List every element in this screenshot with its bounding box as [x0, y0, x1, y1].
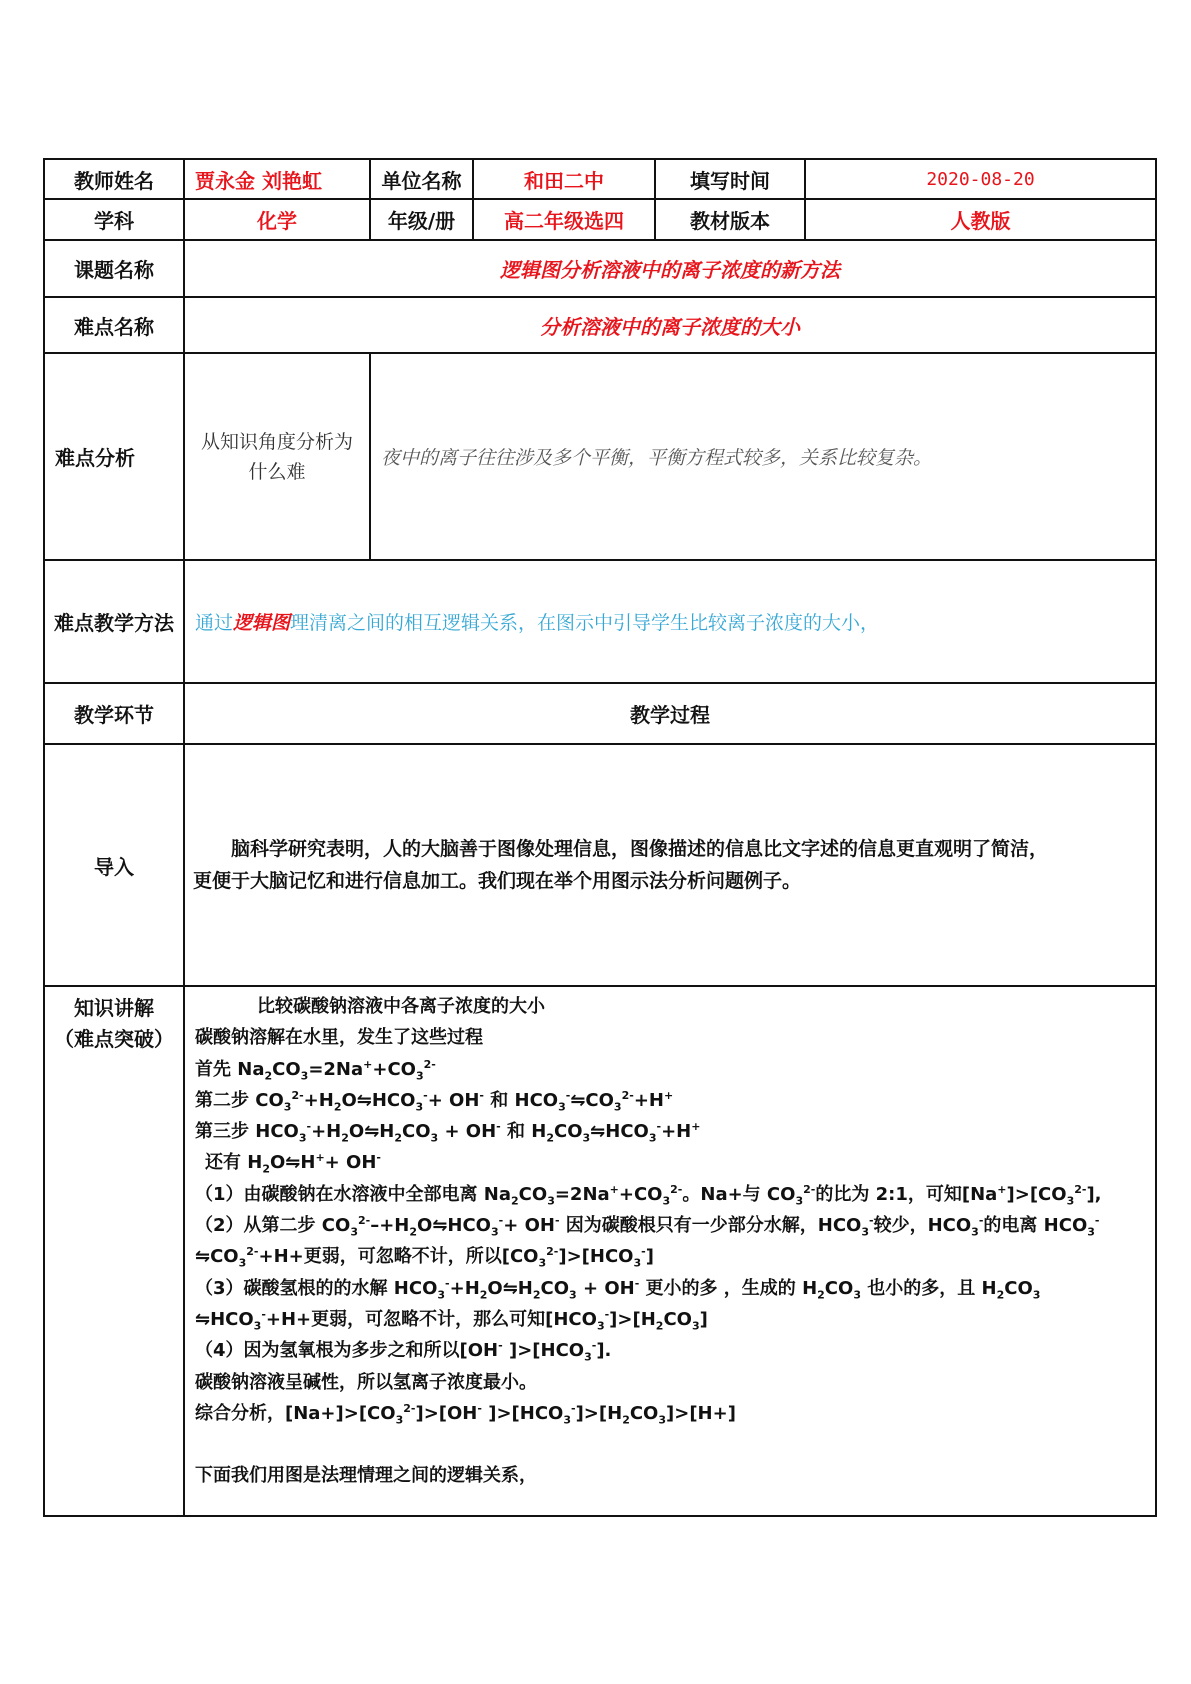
topic-value: 逻辑图分析溶液中的离子浓度的新方法 — [184, 240, 1156, 297]
date-label: 填写时间 — [655, 159, 805, 199]
knowledge-line-5: 第三步 $HCO_3^-+H_2O⇋H_2CO_3 + OH^-$ 和 $H_2CO_3⇋HCO_3^-+H^+$ — [195, 1120, 701, 1145]
topic-row — [44, 240, 1156, 297]
knowledge-line-12: （4）因为氢氧根为多步之和所以[OH- ]$>[HCO_3^-]$. — [195, 1339, 612, 1364]
intro-text — [184, 744, 1156, 986]
grade-label: 年级/册 — [370, 199, 473, 240]
grade-value: 高二年级选四 — [473, 199, 655, 240]
intro-line-2: 更便于大脑记忆和进行信息加工。我们现在举个用图示法分析问题例子。 — [193, 870, 802, 892]
difficulty-row — [44, 297, 1156, 353]
knowledge-content — [184, 986, 1156, 1516]
subject-value: 化学 — [184, 199, 370, 240]
knowledge-row — [44, 986, 1156, 1516]
knowledge-line-3: 首先 $Na_2CO_3=2Na^++CO_3^{2-}$ — [195, 1057, 436, 1083]
knowledge-line-11: $⇋HCO_3^-+H+$更弱，可忽略不计，那么可知$[HCO_3^-]>[H_2CO_3]$ — [195, 1307, 708, 1333]
header-row-1 — [44, 159, 1156, 199]
edition-value: 人教版 — [805, 199, 1156, 240]
analysis-label: 难点分析 — [44, 353, 184, 560]
knowledge-line-7: （1）由碳酸钠在水溶液中全部电离 $Na_2CO_3=2Na^++CO_3^{2-}$。Na+与 $CO_3^{2-}$的比为 2:1，可知$[Na^+]>[CO_3^{2-}]$, — [195, 1182, 1102, 1208]
knowledge-line-16: 下面我们用图是法理情理之间的逻辑关系， — [195, 1465, 537, 1487]
header-row-2 — [44, 199, 1156, 240]
process-label: 教学环节 — [44, 683, 184, 744]
intro-row — [44, 744, 1156, 986]
teacher-label: 教师姓名 — [44, 159, 184, 199]
subject-label: 学科 — [44, 199, 184, 240]
knowledge-blank-line — [195, 1429, 1147, 1460]
knowledge-line-10: （3）碳酸氢根的的水解 $HCO_3^-+H_2O⇋H_2CO_3 + OH^-$ 更小的多 ，生成的 $H_2CO_3$ 也小的多，且 $H_2CO_3$ — [195, 1276, 1041, 1302]
edition-label: 教材版本 — [655, 199, 805, 240]
process-value: 教学过程 — [184, 683, 1156, 744]
analysis-text: 夜中的离子往往涉及多个平衡，平衡方程式较多，关系比较复杂。 — [370, 353, 1156, 560]
process-header-row — [44, 683, 1156, 744]
lesson-plan-table — [43, 158, 1157, 1517]
knowledge-title: 比较碳酸钠溶液中各离子浓度的大小 — [257, 996, 545, 1017]
analysis-sub-label: 从知识角度分析为什么难 — [184, 353, 370, 560]
knowledge-line-2: 碳酸钠溶解在水里，发生了这些过程 — [195, 1027, 483, 1049]
knowledge-line-13: 碳酸钠溶液呈碱性，所以氢离子浓度最小。 — [195, 1371, 537, 1393]
analysis-row — [44, 353, 1156, 560]
topic-label: 课题名称 — [44, 240, 184, 297]
intro-line-1: 脑科学研究表明，人的大脑善于图像处理信息，图像描述的信息比文字述的信息更直观明了简洁， — [231, 838, 1049, 860]
unit-label: 单位名称 — [370, 159, 473, 199]
unit-value: 和田二中 — [473, 159, 655, 199]
method-text — [184, 560, 1156, 683]
method-highlight: 逻辑图 — [233, 612, 291, 634]
knowledge-line-14: 综合分析，$[Na+]>[CO_3^{2-}]>[OH^-$ ]$>[HCO_3^-]>[H_2CO_3]>[H+]$ — [195, 1401, 736, 1427]
knowledge-label — [44, 986, 184, 1516]
method-row — [44, 560, 1156, 683]
date-value: 2020-08-20 — [805, 159, 1156, 199]
knowledge-line-4: 第二步 $CO_3^{2-}+H_2O⇋HCO_3^-+ OH^-$ 和 $HCO_3^-⇋CO_3^{2-}+H^+$ — [195, 1088, 674, 1114]
knowledge-label-line-2: （难点突破） — [54, 1027, 174, 1051]
difficulty-label: 难点名称 — [44, 297, 184, 353]
knowledge-line-8: （2）从第二步 $CO_3^{2-}-+H_2O⇋HCO_3^-+ OH^-$ 因为碳酸根只有一少部分水解，$HCO_3^-$较少，$HCO_3^-$的电离 $HCO_3^-$ — [195, 1214, 1100, 1239]
knowledge-line-6: 还有 $H_2O⇋H^++ OH^-$ — [205, 1151, 381, 1177]
knowledge-line-9: $⇋CO_3^{2-}+H+$更弱，可忽略不计，所以$[CO_3^{2-}]>[HCO_3^-]$ — [195, 1245, 654, 1270]
method-text-before: 通过 — [195, 612, 234, 634]
method-label: 难点教学方法 — [44, 560, 184, 683]
knowledge-label-line-1: 知识讲解 — [74, 996, 154, 1020]
method-text-after: 理清离之间的相互逻辑关系，在图示中引导学生比较离子浓度的大小， — [290, 612, 880, 634]
intro-label: 导入 — [44, 744, 184, 986]
teacher-value: 贾永金 刘艳虹 — [184, 159, 370, 199]
difficulty-value: 分析溶液中的离子浓度的大小 — [184, 297, 1156, 353]
